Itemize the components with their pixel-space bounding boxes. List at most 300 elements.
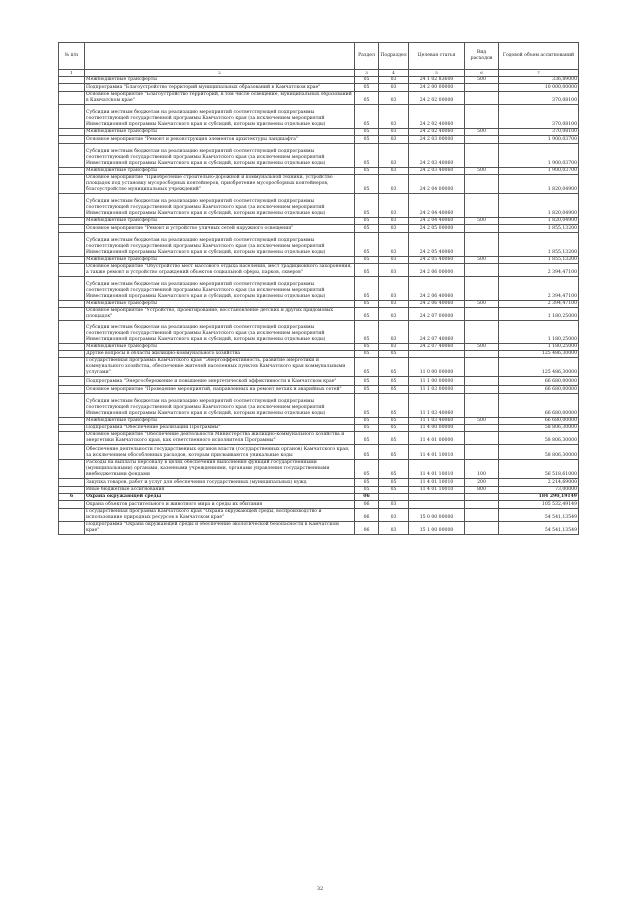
row-podrazdel: 05 [379, 393, 409, 417]
row-number [59, 509, 85, 522]
row-name: Субсидии местным бюджетам на реализацию мероприятий соответствующей подпрограммы соответствующей государственной программы Камчатского края (за исключением мероприятий Инвестиционной программы Камчатского края и субсидий, которым присвоены отдельные коды) [85, 276, 355, 300]
row-number [59, 351, 85, 358]
row-number [59, 385, 85, 393]
row-summa: 105 532,49149 [499, 501, 579, 509]
row-name: Обеспечение деятельности государственных органов власти (государственных органов) Камчатского края, за исключением обособленных расходов, которым присваиваются уникальные коды [85, 444, 355, 459]
row-statya: 24 2 07 00000 [409, 307, 465, 320]
header-summa: Годовой объем ассигнований [499, 43, 579, 70]
table-row [59, 478, 579, 486]
row-statya: 24 2 05 40060 [409, 256, 465, 263]
row-statya: 11 0 00 00000 [409, 358, 465, 377]
table-row [59, 494, 579, 501]
row-number [59, 522, 85, 535]
row-razdel: 05 [355, 300, 379, 307]
table-row [59, 217, 579, 224]
row-razdel: 05 [355, 459, 379, 478]
row-number [59, 105, 85, 129]
row-statya: 11 4 01 10010 [409, 444, 465, 459]
row-name: Охрана объектов растительного и животного мира и среды их обитания [85, 501, 355, 509]
table-row [59, 232, 579, 256]
row-number [59, 444, 85, 459]
row-vid [465, 501, 499, 509]
row-statya: 11 1 00 00000 [409, 377, 465, 385]
row-name: Иные бюджетные ассигнования [85, 487, 355, 494]
row-razdel: 05 [355, 263, 379, 276]
table-row [59, 84, 579, 92]
row-statya: 24 2 00 00000 [409, 84, 465, 92]
row-name: Субсидии местным бюджетам на реализацию мероприятий соответствующей подпрограммы соответствующей государственной программы Камчатского края (за исключением мероприятий Инвестиционной программы Камчатского края и субсидий, которым присвоены отдельные коды) [85, 393, 355, 417]
row-summa: 1 900,03700 [499, 135, 579, 143]
row-name: Межбюджетные трансферты [85, 77, 355, 84]
row-vid [465, 393, 499, 417]
row-razdel: 05 [355, 77, 379, 84]
row-number [59, 487, 85, 494]
row-name: Субсидии местным бюджетам на реализацию мероприятий соответствующей подпрограммы соответствующей государственной программы Камчатского края (за исключением мероприятий Инвестиционной программы Камчатского края и субсидий, которым присвоены отдельные коды) [85, 105, 355, 129]
row-podrazdel: 05 [379, 478, 409, 486]
row-statya: 24 2 05 40060 [409, 232, 465, 256]
row-statya: 11 4 01 10010 [409, 487, 465, 494]
row-name: Подпрограмма "Энергосбережение и повышение энергетической эффективности в Камчатском крае" [85, 377, 355, 385]
row-summa: 1 900,03700 [499, 167, 579, 174]
table-row [59, 351, 579, 358]
row-number [59, 77, 85, 84]
table-row [59, 358, 579, 377]
row-podrazdel: 03 [379, 224, 409, 232]
row-vid [465, 224, 499, 232]
row-summa: 66 680,00000 [499, 393, 579, 417]
table-row [59, 522, 579, 535]
row-number [59, 478, 85, 486]
row-number [59, 300, 85, 307]
row-podrazdel: 03 [379, 135, 409, 143]
row-number [59, 307, 85, 320]
row-podrazdel: 03 [379, 263, 409, 276]
column-index-row [59, 70, 579, 77]
row-vid [465, 263, 499, 276]
row-statya: 24 2 07 40060 [409, 320, 465, 344]
row-name: Другие вопросы в области жилищно-коммунального хозяйства [85, 351, 355, 358]
row-statya [409, 351, 465, 358]
column-index: 1 [59, 70, 85, 77]
row-number [59, 501, 85, 509]
row-number [59, 393, 85, 417]
row-summa: 370,08100 [499, 128, 579, 135]
row-vid: 500 [465, 344, 499, 351]
row-razdel: 05 [355, 417, 379, 424]
row-name: Закупка товаров, работ и услуг для обеспечения государственных (муниципальных) нужд [85, 478, 355, 486]
row-name: Основное мероприятие "Ремонт и реконструкция элементов архитектуры ландшафта" [85, 135, 355, 143]
row-vid: 500 [465, 256, 499, 263]
row-podrazdel: 03 [379, 501, 409, 509]
row-podrazdel: 05 [379, 444, 409, 459]
row-summa: 58 806,30000 [499, 431, 579, 444]
row-number [59, 263, 85, 276]
row-number [59, 256, 85, 263]
row-summa: 184 290,19149 [499, 494, 579, 501]
table-row [59, 105, 579, 129]
row-vid: 800 [465, 487, 499, 494]
row-name: Межбюджетные трансферты [85, 256, 355, 263]
row-podrazdel: 03 [379, 92, 409, 105]
row-razdel: 05 [355, 144, 379, 168]
row-summa: 56 518,61000 [499, 459, 579, 478]
row-summa: 2 214,69000 [499, 478, 579, 486]
row-vid [465, 232, 499, 256]
row-summa: 370,08100 [499, 105, 579, 129]
row-podrazdel: 03 [379, 193, 409, 217]
row-podrazdel: 05 [379, 358, 409, 377]
row-podrazdel: 03 [379, 307, 409, 320]
row-podrazdel: 03 [379, 232, 409, 256]
row-summa: 66 680,00000 [499, 377, 579, 385]
table-row [59, 128, 579, 135]
row-name: Государственная программа Камчатского края "Охрана окружающей среды, воспроизводство и использование природных ресурсов в Камчатском крае" [85, 509, 355, 522]
table-row [59, 424, 579, 431]
row-summa: 1 855,13200 [499, 224, 579, 232]
header-razdel: Раздел [355, 43, 379, 70]
row-vid [465, 276, 499, 300]
row-vid [465, 174, 499, 193]
row-statya: 11 4 01 10010 [409, 478, 465, 486]
row-summa: 125 486,30000 [499, 351, 579, 358]
row-podrazdel: 05 [379, 487, 409, 494]
row-vid: 100 [465, 459, 499, 478]
row-podrazdel [379, 494, 409, 501]
table-row [59, 459, 579, 478]
table-row [59, 174, 579, 193]
row-razdel: 05 [355, 193, 379, 217]
row-vid [465, 84, 499, 92]
table-row [59, 224, 579, 232]
row-podrazdel: 03 [379, 344, 409, 351]
row-summa: 2 394,47100 [499, 300, 579, 307]
row-razdel: 06 [355, 501, 379, 509]
row-podrazdel: 03 [379, 84, 409, 92]
row-vid: 500 [465, 77, 499, 84]
row-summa: 1 180,25000 [499, 344, 579, 351]
row-name: Расходы на выплаты персоналу в целях обеспечения выполнения функций государственными (муниципальными) органами, казенными учреждениями, органами управления государственными внебюджетными фондами [85, 459, 355, 478]
row-podrazdel: 03 [379, 276, 409, 300]
row-number [59, 377, 85, 385]
row-vid [465, 494, 499, 501]
row-podrazdel: 03 [379, 509, 409, 522]
row-statya: 11 1 03 40060 [409, 393, 465, 417]
row-razdel: 05 [355, 478, 379, 486]
row-statya: 24 2 04 00000 [409, 174, 465, 193]
row-number [59, 417, 85, 424]
row-name: Субсидии местным бюджетам на реализацию мероприятий соответствующей подпрограммы соответствующей государственной программы Камчатского края (за исключением мероприятий Инвестиционной программы Камчатского края и субсидий, которым присвоены отдельные коды) [85, 193, 355, 217]
column-index: 6 [465, 70, 499, 77]
row-name: Основное мероприятие "Ремонт и устройство уличных сетей наружного освещения" [85, 224, 355, 232]
column-index: 5 [409, 70, 465, 77]
row-number [59, 144, 85, 168]
table-row [59, 344, 579, 351]
row-podrazdel: 05 [379, 459, 409, 478]
row-vid: 500 [465, 167, 499, 174]
row-number [59, 84, 85, 92]
row-statya: 11 1 03 40060 [409, 417, 465, 424]
row-summa: 336,89000 [499, 77, 579, 84]
row-statya: 11 4 01 10010 [409, 459, 465, 478]
row-vid [465, 320, 499, 344]
row-razdel: 05 [355, 320, 379, 344]
row-summa: 66 680,00000 [499, 385, 579, 393]
row-summa: 58 806,30000 [499, 444, 579, 459]
row-vid [465, 351, 499, 358]
table-row [59, 417, 579, 424]
column-index: 2 [85, 70, 355, 77]
row-statya: 15 0 00 00000 [409, 509, 465, 522]
row-vid: 500 [465, 417, 499, 424]
row-statya [409, 501, 465, 509]
header-num: № п/п [59, 43, 85, 70]
row-summa: 73,00000 [499, 487, 579, 494]
row-summa: 125 486,30000 [499, 358, 579, 377]
row-name: Основное мероприятие "Обеспечение деятельности Министерства жилищно-коммунального хозяйства и энергетики Камчатского края, как ответственного исполнителя Программы" [85, 431, 355, 444]
table-row [59, 135, 579, 143]
row-razdel: 05 [355, 92, 379, 105]
row-name: Основное мероприятие "Устройство, проектирование, восстановление детских и других придомовых площадок" [85, 307, 355, 320]
row-summa: 1 180,25000 [499, 307, 579, 320]
row-vid: 500 [465, 128, 499, 135]
row-number [59, 358, 85, 377]
row-summa: 2 394,47100 [499, 263, 579, 276]
row-name: Межбюджетные трансферты [85, 217, 355, 224]
row-razdel: 05 [355, 424, 379, 431]
row-name: Субсидии местным бюджетам на реализацию мероприятий соответствующей подпрограммы соответствующей государственной программы Камчатского края (за исключением мероприятий Инвестиционной программы Камчатского края и субсидий, которым присвоены отдельные коды) [85, 232, 355, 256]
row-razdel: 05 [355, 377, 379, 385]
row-number [59, 128, 85, 135]
row-razdel: 05 [355, 351, 379, 358]
row-statya: 24 2 03 40060 [409, 167, 465, 174]
row-summa: 1 180,25000 [499, 320, 579, 344]
row-razdel: 05 [355, 487, 379, 494]
row-summa: 10 000,00000 [499, 84, 579, 92]
row-podrazdel: 05 [379, 385, 409, 393]
row-number [59, 232, 85, 256]
row-vid [465, 307, 499, 320]
row-statya: 24 2 02 40060 [409, 128, 465, 135]
row-summa: 58 806,30000 [499, 424, 579, 431]
row-summa: 1 855,13200 [499, 232, 579, 256]
column-index: 7 [499, 70, 579, 77]
row-razdel: 05 [355, 167, 379, 174]
row-vid [465, 92, 499, 105]
table-row [59, 144, 579, 168]
row-podrazdel: 03 [379, 105, 409, 129]
row-razdel: 05 [355, 385, 379, 393]
row-statya: 24 2 06 00000 [409, 263, 465, 276]
table-row [59, 300, 579, 307]
row-podrazdel: 05 [379, 417, 409, 424]
row-statya [409, 494, 465, 501]
row-podrazdel: 03 [379, 167, 409, 174]
row-statya: 24 2 06 40060 [409, 276, 465, 300]
row-summa: 54 541,13549 [499, 522, 579, 535]
row-number [59, 344, 85, 351]
row-podrazdel: 03 [379, 217, 409, 224]
row-podrazdel: 05 [379, 424, 409, 431]
table-row [59, 77, 579, 84]
table-row [59, 487, 579, 494]
row-vid [465, 385, 499, 393]
row-summa: 1 900,03700 [499, 144, 579, 168]
row-vid [465, 358, 499, 377]
row-summa: 1 820,04900 [499, 217, 579, 224]
row-podrazdel: 05 [379, 377, 409, 385]
header-name [85, 43, 355, 70]
row-vid [465, 444, 499, 459]
row-razdel: 05 [355, 217, 379, 224]
row-name: Субсидии местным бюджетам на реализацию мероприятий соответствующей подпрограммы соответствующей государственной программы Камчатского края (за исключением мероприятий Инвестиционной программы Камчатского края и субсидий, которым присвоены отдельные коды) [85, 144, 355, 168]
row-podrazdel: 03 [379, 256, 409, 263]
row-statya: 24 2 04 40060 [409, 193, 465, 217]
row-razdel: 05 [355, 256, 379, 263]
row-number [59, 424, 85, 431]
row-podrazdel: 03 [379, 128, 409, 135]
row-name: Межбюджетные трансферты [85, 167, 355, 174]
row-razdel: 05 [355, 393, 379, 417]
table-header [59, 43, 579, 77]
row-podrazdel: 03 [379, 174, 409, 193]
table-row [59, 193, 579, 217]
row-summa: 54 541,13549 [499, 509, 579, 522]
table-row [59, 431, 579, 444]
row-number [59, 174, 85, 193]
table-row [59, 393, 579, 417]
row-name: Государственная программа Камчатского края "Энергоэффективность, развитие энергетики и коммунального хозяйства, обеспечение жителей населенных пунктов Камчатского края коммунальными услугами" [85, 358, 355, 377]
table-row [59, 385, 579, 393]
row-summa: 66 680,00000 [499, 417, 579, 424]
row-razdel: 05 [355, 431, 379, 444]
row-summa: 2 394,47100 [499, 276, 579, 300]
row-name: Охрана окружающей среды [85, 494, 355, 501]
row-podrazdel: 03 [379, 77, 409, 84]
row-vid [465, 509, 499, 522]
budget-table [58, 42, 579, 535]
row-number: 6 [59, 494, 85, 501]
row-name: Основное мероприятие "Проведение мероприятий, направленных на ремонт ветхих и аварийных сетей" [85, 385, 355, 393]
page-number: 32 [316, 886, 324, 892]
row-podrazdel: 05 [379, 351, 409, 358]
table-row [59, 320, 579, 344]
row-razdel: 06 [355, 509, 379, 522]
row-number [59, 217, 85, 224]
row-number [59, 459, 85, 478]
row-vid [465, 135, 499, 143]
header-podrazdel: Подраздел [379, 43, 409, 70]
row-summa: 370,08100 [499, 92, 579, 105]
row-name: Основное мероприятие "Обустройство мест массового отдыха населения, мест традиционного захоронения, а также ремонт и устройство ограждений объектов социальной сферы, парков, скверов" [85, 263, 355, 276]
row-name: Основное мероприятие "Благоустройство территорий, в том числе освещение, муниципальных образований в Камчатском крае" [85, 92, 355, 105]
row-vid [465, 105, 499, 129]
row-name: Подпрограмма "Благоустройство территорий муниципальных образований в Камчатском крае" [85, 84, 355, 92]
row-summa: 1 820,04900 [499, 193, 579, 217]
row-name: Межбюджетные трансферты [85, 344, 355, 351]
row-name: Межбюджетные трансферты [85, 128, 355, 135]
row-razdel: 05 [355, 105, 379, 129]
row-name: Субсидии местным бюджетам на реализацию мероприятий соответствующей подпрограммы соответствующей государственной программы Камчатского края (за исключением мероприятий Инвестиционной программы Камчатского края и субсидий, которым присвоены отдельные коды) [85, 320, 355, 344]
row-razdel: 05 [355, 232, 379, 256]
row-podrazdel: 03 [379, 300, 409, 307]
table-body [59, 77, 579, 535]
row-number [59, 193, 85, 217]
row-podrazdel: 03 [379, 144, 409, 168]
row-number [59, 431, 85, 444]
row-statya: 24 2 04 40060 [409, 217, 465, 224]
row-vid [465, 144, 499, 168]
row-vid [465, 377, 499, 385]
header-vid: Вид расходов [465, 43, 499, 70]
row-podrazdel: 03 [379, 320, 409, 344]
table-row [59, 501, 579, 509]
row-razdel: 05 [355, 344, 379, 351]
row-razdel: 05 [355, 444, 379, 459]
row-podrazdel: 03 [379, 522, 409, 535]
row-name: Основное мероприятие "Приобретение строительно-дорожной и коммунальной техники, устройство площадок под установку мусоросборных контейнеров, приобретение мусоросборных контейнеров, благоустройство муниципальных учреждений" [85, 174, 355, 193]
row-razdel: 05 [355, 135, 379, 143]
row-statya: 24 1 02 83600 [409, 77, 465, 84]
table-row [59, 263, 579, 276]
row-statya: 24 2 02 00000 [409, 92, 465, 105]
row-razdel: 06 [355, 522, 379, 535]
row-razdel: 05 [355, 174, 379, 193]
row-number [59, 92, 85, 105]
row-summa: 1 820,04900 [499, 174, 579, 193]
table-row [59, 509, 579, 522]
column-index: 4 [379, 70, 409, 77]
row-vid [465, 193, 499, 217]
row-statya: 24 2 06 40060 [409, 300, 465, 307]
row-podrazdel: 05 [379, 431, 409, 444]
row-statya: 24 2 03 00000 [409, 135, 465, 143]
row-number [59, 135, 85, 143]
table-row [59, 377, 579, 385]
table-row [59, 444, 579, 459]
row-vid [465, 424, 499, 431]
row-vid: 500 [465, 217, 499, 224]
row-razdel: 05 [355, 307, 379, 320]
row-razdel: 05 [355, 128, 379, 135]
row-statya: 24 2 02 40060 [409, 105, 465, 129]
row-statya: 24 2 05 00000 [409, 224, 465, 232]
table-row [59, 276, 579, 300]
row-razdel: 05 [355, 276, 379, 300]
row-number [59, 320, 85, 344]
row-statya: 24 2 03 40060 [409, 144, 465, 168]
row-number [59, 224, 85, 232]
row-name: Межбюджетные трансферты [85, 417, 355, 424]
table-row [59, 256, 579, 263]
row-vid: 500 [465, 300, 499, 307]
row-name: Подпрограмма "Обеспечение реализации Программы" [85, 424, 355, 431]
row-vid [465, 522, 499, 535]
row-statya: 11 1 03 00000 [409, 385, 465, 393]
row-name: Подпрограмма "Охрана окружающей среды и обеспечение экологической безопасности в Камчатском крае" [85, 522, 355, 535]
row-vid [465, 431, 499, 444]
row-razdel: 05 [355, 224, 379, 232]
row-name: Межбюджетные трансферты [85, 300, 355, 307]
table-row [59, 307, 579, 320]
row-statya: 11 4 01 00000 [409, 431, 465, 444]
row-statya: 24 2 07 40060 [409, 344, 465, 351]
row-statya: 11 4 00 00000 [409, 424, 465, 431]
table-row [59, 92, 579, 105]
row-summa: 1 855,13200 [499, 256, 579, 263]
row-razdel: 05 [355, 84, 379, 92]
row-number [59, 276, 85, 300]
row-razdel: 05 [355, 358, 379, 377]
